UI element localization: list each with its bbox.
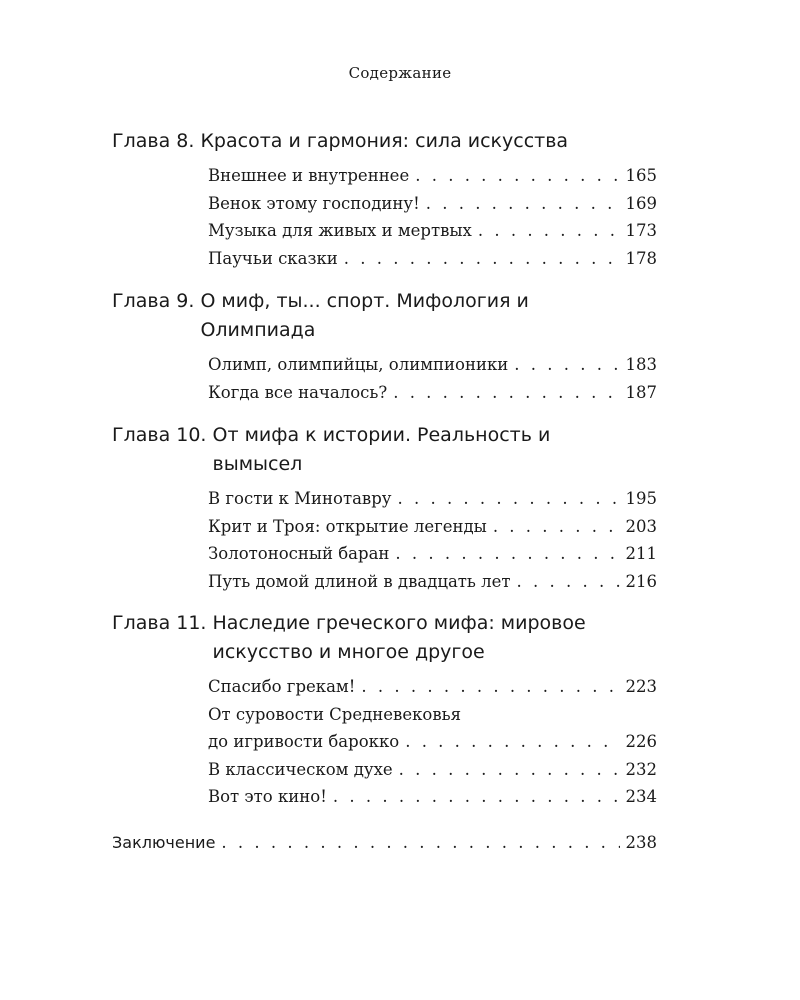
toc-entry[interactable] bbox=[208, 162, 657, 190]
chapter-heading bbox=[112, 609, 657, 667]
entry-title: Золотоносный баран bbox=[208, 544, 390, 563]
dot-leader bbox=[344, 245, 620, 273]
chapter-number: Глава 10. bbox=[112, 424, 213, 446]
entry-continuation bbox=[208, 728, 657, 756]
toc-entry[interactable] bbox=[208, 351, 657, 379]
toc-entry[interactable] bbox=[208, 485, 657, 513]
chapter-entries bbox=[208, 162, 657, 272]
dot-leader bbox=[221, 833, 619, 852]
entry-title: Внешнее и внутреннее bbox=[208, 166, 410, 185]
entry-title: Вот это кино! bbox=[208, 787, 327, 806]
entry-page: 173 bbox=[625, 221, 657, 240]
toc-entry[interactable] bbox=[208, 568, 657, 596]
entry-title-line2: до игривости барокко bbox=[208, 732, 400, 751]
dot-leader bbox=[517, 568, 620, 596]
entry-page: 232 bbox=[625, 759, 657, 779]
chapter-number: Глава 9. bbox=[112, 290, 201, 312]
dot-leader bbox=[361, 673, 619, 701]
dot-leader bbox=[399, 756, 620, 784]
entry-page: 226 bbox=[625, 732, 657, 751]
entry-title: Паучьи сказки bbox=[208, 248, 338, 268]
chapter-11 bbox=[112, 609, 657, 811]
entry-page: 216 bbox=[625, 571, 657, 591]
dot-leader bbox=[415, 162, 619, 190]
entry-title: Венок этому господину! bbox=[208, 193, 420, 213]
chapter-number: Глава 8. bbox=[112, 130, 201, 152]
chapter-entries bbox=[208, 673, 657, 811]
chapter-title[interactable]: О миф, ты... спорт. Мифология и Олимпиада bbox=[200, 290, 529, 341]
toc-entry[interactable] bbox=[208, 673, 657, 701]
toc-entry-conclusion[interactable] bbox=[112, 833, 657, 852]
entry-page: 234 bbox=[625, 787, 657, 806]
dot-leader bbox=[493, 513, 620, 541]
entry-page: 178 bbox=[625, 248, 657, 268]
chapter-heading bbox=[112, 127, 657, 156]
conclusion-page: 238 bbox=[625, 833, 657, 852]
toc-entry[interactable] bbox=[208, 701, 657, 756]
entry-page: 169 bbox=[625, 193, 657, 213]
entry-page: 211 bbox=[625, 544, 657, 563]
toc-entry[interactable] bbox=[208, 190, 657, 218]
chapter-9 bbox=[112, 287, 657, 406]
dot-leader bbox=[426, 190, 620, 218]
entry-title: В гости к Минотавру bbox=[208, 489, 392, 508]
entry-page: 223 bbox=[625, 677, 657, 696]
chapter-10 bbox=[112, 421, 657, 595]
running-head: Содержание bbox=[348, 64, 452, 82]
toc-entry[interactable] bbox=[208, 756, 657, 784]
dot-leader bbox=[397, 485, 619, 513]
toc-entry[interactable] bbox=[208, 540, 657, 568]
entry-page: 183 bbox=[625, 355, 657, 374]
entry-page: 195 bbox=[625, 489, 657, 508]
chapter-8 bbox=[112, 127, 657, 272]
dot-leader bbox=[333, 783, 620, 811]
dot-leader bbox=[405, 728, 619, 756]
toc-entry[interactable] bbox=[208, 245, 657, 273]
chapter-title[interactable]: Наследие греческого мифа: мировое искусство и многое другое bbox=[212, 612, 586, 663]
entry-title: Когда все началось? bbox=[208, 382, 388, 402]
entry-title-line1: От суровости Средневековья bbox=[208, 704, 462, 724]
chapter-heading bbox=[112, 287, 657, 345]
chapter-entries bbox=[208, 351, 657, 406]
entry-page: 187 bbox=[625, 382, 657, 402]
entry-page: 165 bbox=[625, 166, 657, 185]
dot-leader bbox=[393, 379, 619, 407]
entry-page: 203 bbox=[625, 516, 657, 536]
toc-entry[interactable] bbox=[208, 513, 657, 541]
chapter-title[interactable]: Красота и гармония: сила искусства bbox=[200, 130, 569, 152]
entry-title: Путь домой длиной в двадцать лет bbox=[208, 571, 511, 591]
conclusion-title: Заключение bbox=[112, 833, 216, 852]
entry-title: В классическом духе bbox=[208, 759, 393, 779]
entry-title: Спасибо грекам! bbox=[208, 677, 356, 696]
toc-entry[interactable] bbox=[208, 217, 657, 245]
toc-entry[interactable] bbox=[208, 379, 657, 407]
chapter-heading bbox=[112, 421, 657, 479]
entry-title: Музыка для живых и мертвых bbox=[208, 221, 472, 240]
dot-leader bbox=[395, 540, 619, 568]
toc-entry[interactable] bbox=[208, 783, 657, 811]
chapter-entries bbox=[208, 485, 657, 595]
chapter-title[interactable]: От мифа к истории. Реальность и вымысел bbox=[212, 424, 551, 475]
chapter-number: Глава 11. bbox=[112, 612, 213, 634]
entry-title: Крит и Троя: открытие легенды bbox=[208, 516, 487, 536]
dot-leader bbox=[514, 351, 619, 379]
dot-leader bbox=[478, 217, 620, 245]
entry-title: Олимп, олимпийцы, олимпионики bbox=[208, 355, 509, 374]
